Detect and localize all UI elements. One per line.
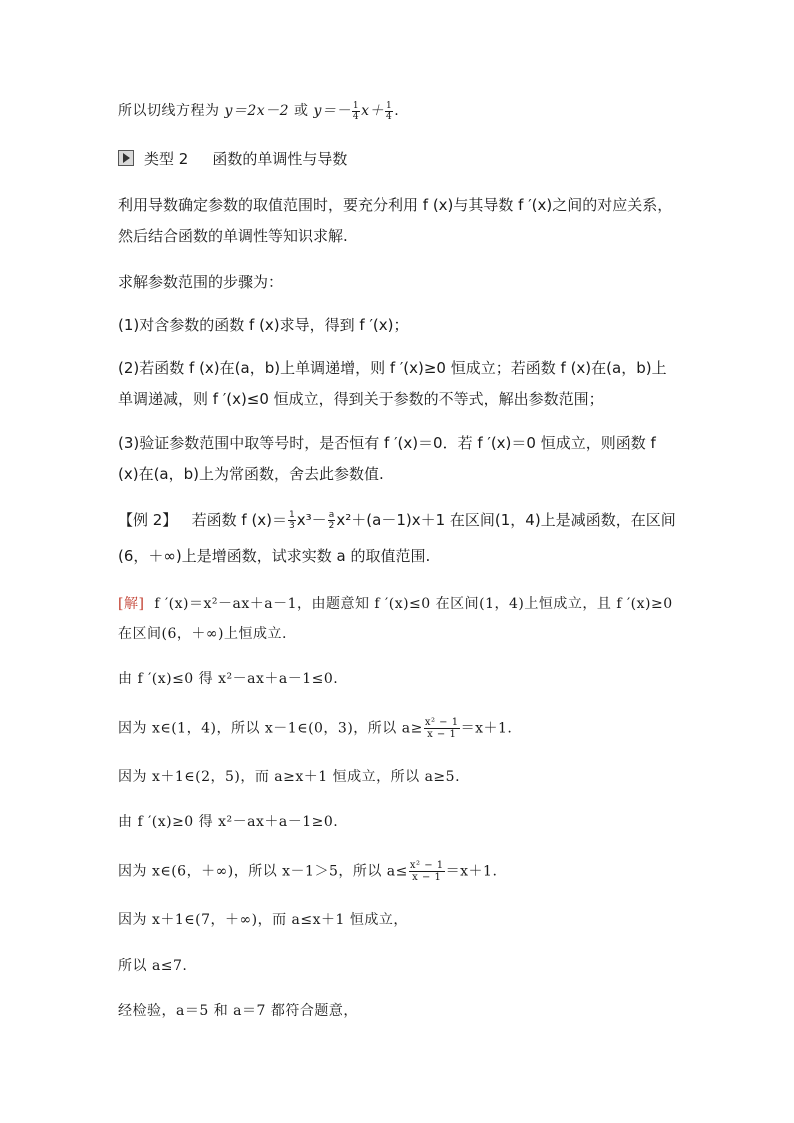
- solution-line-9: 所以 a≤7.: [118, 958, 188, 974]
- solution-line-4: 因为 x∈(1，4)，所以 x－1∈(0，3)，所以 a≥ $\frac{\text{x² − 1}}{x - 1}$ ＝x＋1.: [118, 717, 513, 740]
- solution-line-10: 经检验，a＝5 和 a＝7 都符合题意，: [118, 1003, 358, 1019]
- step-2-line-2: 单调递减，则 f ′(x)≤0 恒成立，得到关于参数的不等式，解出参数范围；: [118, 390, 604, 408]
- solution-line-2: 在区间(6，＋∞)上恒成立.: [118, 626, 287, 642]
- solution-line-1: [解] f ′(x)＝x²－ax＋a－1，由题意知 f ′(x)≤0 在区间(1，4)上恒成立，且 f ′(x)≥0: [118, 596, 673, 612]
- steps-title: 求解参数范围的步骤为：: [118, 273, 284, 291]
- step-1: (1)对含参数的函数 f (x)求导，得到 f ′(x)；: [118, 316, 409, 334]
- fraction-line-7: $\frac{\text{x² − 1}}{x - 1}$: [409, 860, 444, 883]
- tangent-conclusion: 所以切线方程为 y＝2x－2 或 y＝－ $\frac{1}{4}$ x＋ $\frac{1}{4}$ .: [118, 100, 400, 122]
- intro-line-1: 利用导数确定参数的取值范围时，要充分利用 f (x)与其导数 f ′(x)之间的对应关系，: [118, 196, 673, 214]
- section-header: [118, 148, 347, 170]
- conclusion-or: 或: [289, 103, 314, 119]
- play-icon: [118, 150, 134, 166]
- equation-2-lhs: y＝－: [313, 103, 351, 119]
- step-2-line-1: (2)若函数 f (x)在(a，b)上单调递增，则 f ′(x)≥0 恒成立；若函数 f (x)在(a，b)上: [118, 359, 667, 377]
- fraction-one-quarter: $\frac{1}{4}$: [352, 100, 360, 122]
- solution-tag: [解]: [118, 596, 145, 612]
- equation-1: y＝2x－2: [224, 103, 290, 119]
- solution-line-7: 因为 x∈(6，＋∞)，所以 x－1＞5，所以 a≤ $\frac{\text{x² − 1}}{x - 1}$ ＝x＋1.: [118, 860, 498, 883]
- fraction-a-half: $\frac{a}{2}$: [328, 510, 335, 531]
- step-3-line-2: (x)在(a，b)上为常函数，舍去此参数值.: [118, 465, 384, 483]
- solution-line-3: 由 f ′(x)≤0 得 x²－ax＋a－1≤0.: [118, 671, 339, 687]
- step-3-line-1: (3)验证参数范围中取等号时，是否恒有 f ′(x)＝0．若 f ′(x)＝0 恒成立，则函数 f: [118, 434, 656, 452]
- example-lead: 若函数 f (x)＝: [191, 511, 288, 529]
- solution-line-6: 由 f ′(x)≥0 得 x²－ax＋a－1≥0.: [118, 814, 339, 830]
- solution-line-8: 因为 x＋1∈(7，＋∞)，而 a≤x＋1 恒成立，: [118, 912, 408, 928]
- fraction-one-third: $\frac{1}{3}$: [289, 510, 295, 531]
- section-type-label: 类型 2: [144, 150, 189, 168]
- section-title: 函数的单调性与导数: [212, 150, 348, 168]
- equation-2-mid: x＋: [361, 103, 385, 119]
- fraction-one-quarter-2: $\frac{1}{4}$: [386, 100, 393, 122]
- conclusion-prefix: 所以切线方程为: [118, 103, 225, 119]
- example-line-1: 【例 2】 若函数 f (x)＝ $\frac{1}{3}$ x³－ $\frac{a}{2}$ x²＋(a－1)x＋1 在区间(1，4)上是减函数，在区间: [118, 510, 676, 531]
- intro-line-2: 然后结合函数的单调性等知识求解.: [118, 227, 348, 245]
- example-tag: 【例 2】: [118, 511, 178, 529]
- solution-line-5: 因为 x＋1∈(2，5)，而 a≥x＋1 恒成立，所以 a≥5.: [118, 769, 461, 785]
- fraction-line-4: $\frac{\text{x² − 1}}{x - 1}$: [424, 717, 459, 740]
- example-line-2: (6，＋∞)上是增函数，试求实数 a 的取值范围.: [118, 547, 431, 565]
